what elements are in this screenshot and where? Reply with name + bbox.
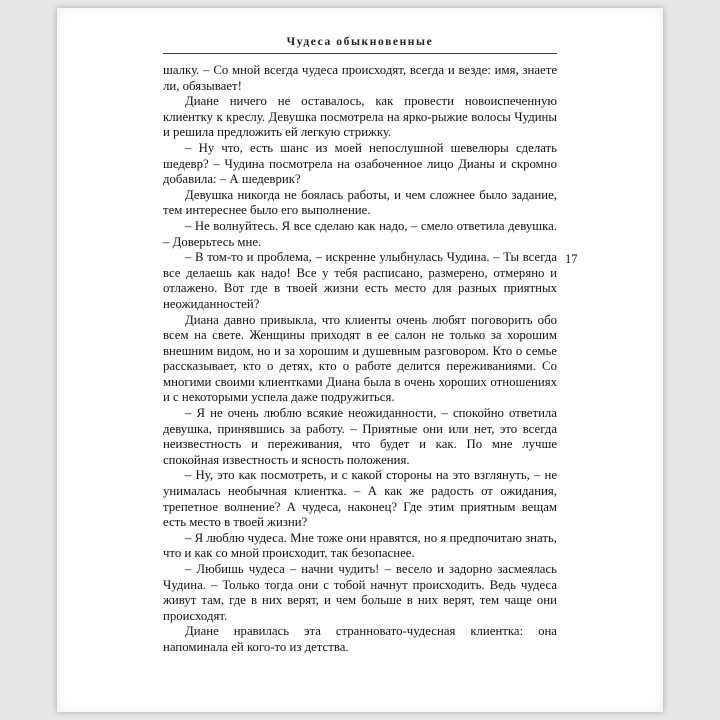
paragraph: шалку. – Со мной всегда чудеса происходят, всегда и везде: имя, знаете ли, обязывает! [163,63,557,93]
paragraph: – В том-то и проблема, – искренне улыбнулась Чудина. – Ты всегда все делаешь как надо! Все у тебя расписано, размерено, отмеряно и отлажено. Вот где в твоей жизни есть место для разных приятных неожиданностей? [163,250,557,311]
paragraph: – Ну что, есть шанс из моей непослушной шевелюры сделать шедевр? – Чудина посмотрела на озабоченное лицо Дианы и скромно добавила: – А шедеврик? [163,140,557,187]
paragraph: – Не волнуйтесь. Я все сделаю как надо, – смело ответила девушка. – Доверьтесь мне. [163,218,557,249]
page-number: 17 [565,252,578,266]
paragraph: Диане ничего не оставалось, как провести новоиспеченную клиентку к креслу. Девушка посмотрела на ярко-рыжие волосы Чудины и решила предложить ей легкую стрижку. [163,94,557,140]
page-text [163,63,557,656]
running-header: Чудеса обыкновенные [286,36,434,48]
paragraph: – Любишь чудеса – начни чудить! – весело и задорно засмеялась Чудина. – Только тогда они с тобой начнут происходить. Ведь чудеса живут там, где в них верят, и чем больше в них верят, тем чаще они происходят. [163,562,557,623]
paragraph: Девушка никогда не боялась работы, и чем сложнее было задание, тем интереснее было его выполнение. [163,187,557,218]
paragraph: – Я люблю чудеса. Мне тоже они нравятся, но я предпочитаю знать, что и как со мной происходит, так безопаснее. [163,530,557,561]
paragraph: Диане нравилась эта странновато-чудесная клиентка: она напоминала ей кого-то из детства. [163,624,557,654]
book-page [57,8,663,712]
paragraph: – Я не очень люблю всякие неожиданности, – спокойно ответила девушка, принявшись за работу. – Приятные они или нет, это всегда неизвестность и переживания, что будет и как. По мне лучше спокойная известность и ясность положения. [163,406,557,467]
paragraph: – Ну, это как посмотреть, и с какой стороны на это взглянуть, – не унималась необычная клиентка. – А как же радость от ожидания, трепетное волнение? А чудеса, наконец? Где этим приятным вещам есть место в твоей жизни? [163,468,557,530]
header-rule [163,53,557,54]
paragraph: Диана давно привыкла, что клиенты очень любят поговорить обо всем на свете. Женщины приходят в ее салон не только за хорошим внешним видом, но и за хорошим и душевным разговором. Кто о семье рассказывает, кто о детях, кто о работе делится переживаниями. Со многими своими клиентками Диана была в очень хороших отношениях и с некоторыми успела даже подружиться. [163,312,557,405]
